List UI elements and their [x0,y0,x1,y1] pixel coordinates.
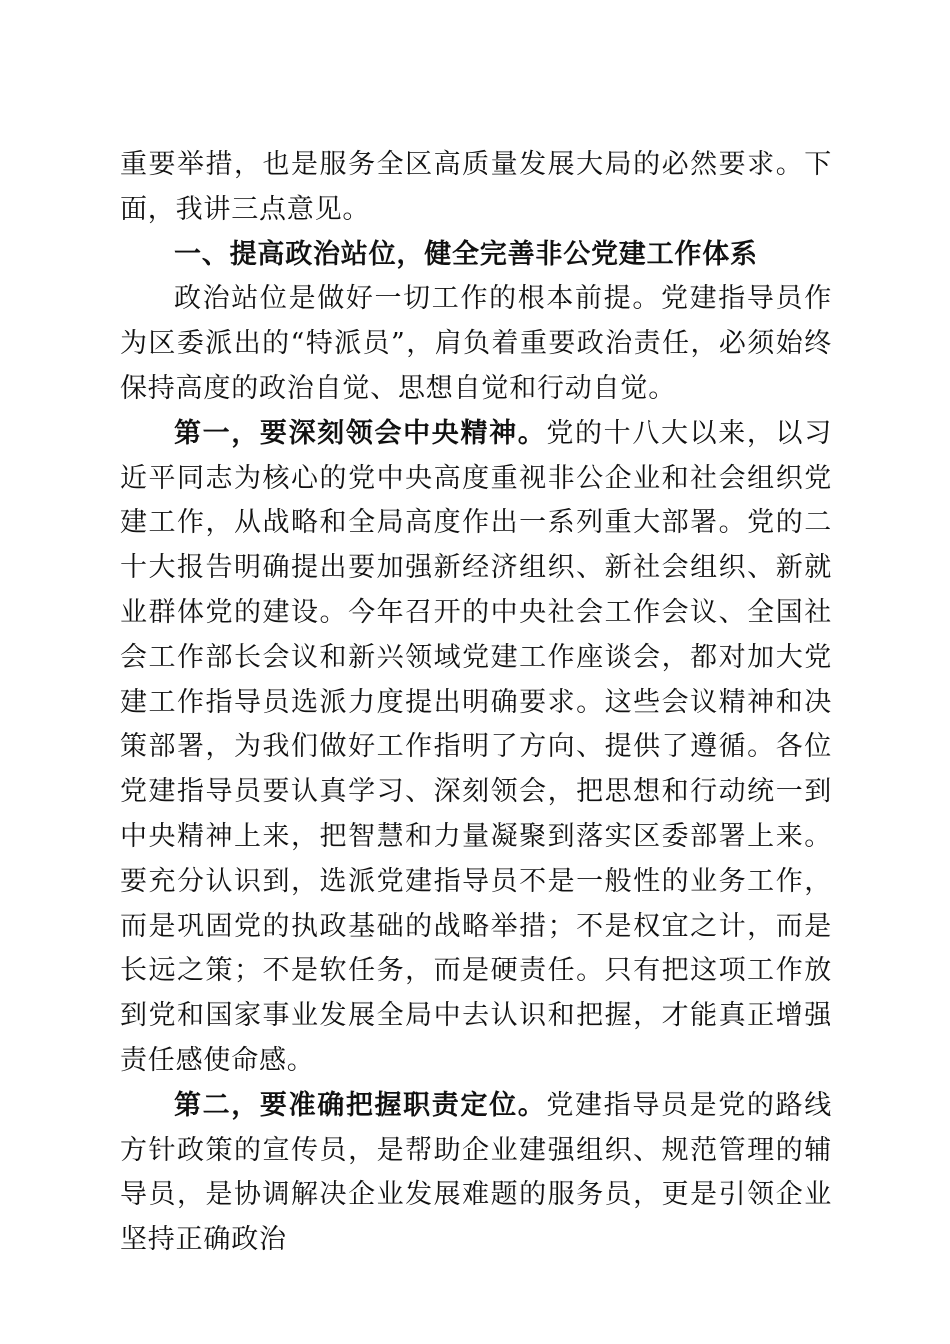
paragraph-second-point [120,1084,832,1263]
section-heading: 一、提高政治站位，健全完善非公党建工作体系 [174,238,758,270]
second-point-lead: 第二，要准确把握职责定位。 [174,1089,547,1121]
first-point-lead: 第一，要深刻领会中央精神。 [174,417,547,449]
document-body [120,143,832,1263]
paragraph-continued: 重要举措，也是服务全区高质量发展大局的必然要求。下面，我讲三点意见。 [120,149,832,225]
first-point-body: 党的十八大以来，以习近平同志为核心的党中央高度重视非公企业和社会组织党建工作，从战略和全局高度作出一系列重大部署。党的二十大报告明确提出要加强新经济组织、新社会组织、新就业群体党的建设。今年召开的中央社会工作会议、全国社会工作部长会议和新兴领域党建工作座谈会，都对加大党建工作指导员选派力度提出明确要求。这些会议精神和决策部署，为我们做好工作指明了方向、提供了遵循。各位党建指导员要认真学习、深刻领会，把思想和行动统一到中央精神上来，把智慧和力量凝聚到落实区委部署上来。要充分认识到，选派党建指导员不是一般性的业务工作，而是巩固党的执政基础的战略举措；不是权宜之计，而是长远之策；不是软任务，而是硬责任。只有把这项工作放到党和国家事业发展全局中去认识和把握，才能真正增强责任感使命感。 [120,417,832,1076]
paragraph-political-stance: 政治站位是做好一切工作的根本前提。党建指导员作为区委派出的“特派员”，肩负着重要政治责任，必须始终保持高度的政治自觉、思想自觉和行动自觉。 [120,283,832,404]
second-point-body: 党建指导员是党的路线方针政策的宣传员，是帮助企业建强组织、规范管理的辅导员，是协调解决企业发展难题的服务员，更是引领企业坚持正确政治 [120,1089,832,1256]
paragraph-first-point [120,412,832,1084]
